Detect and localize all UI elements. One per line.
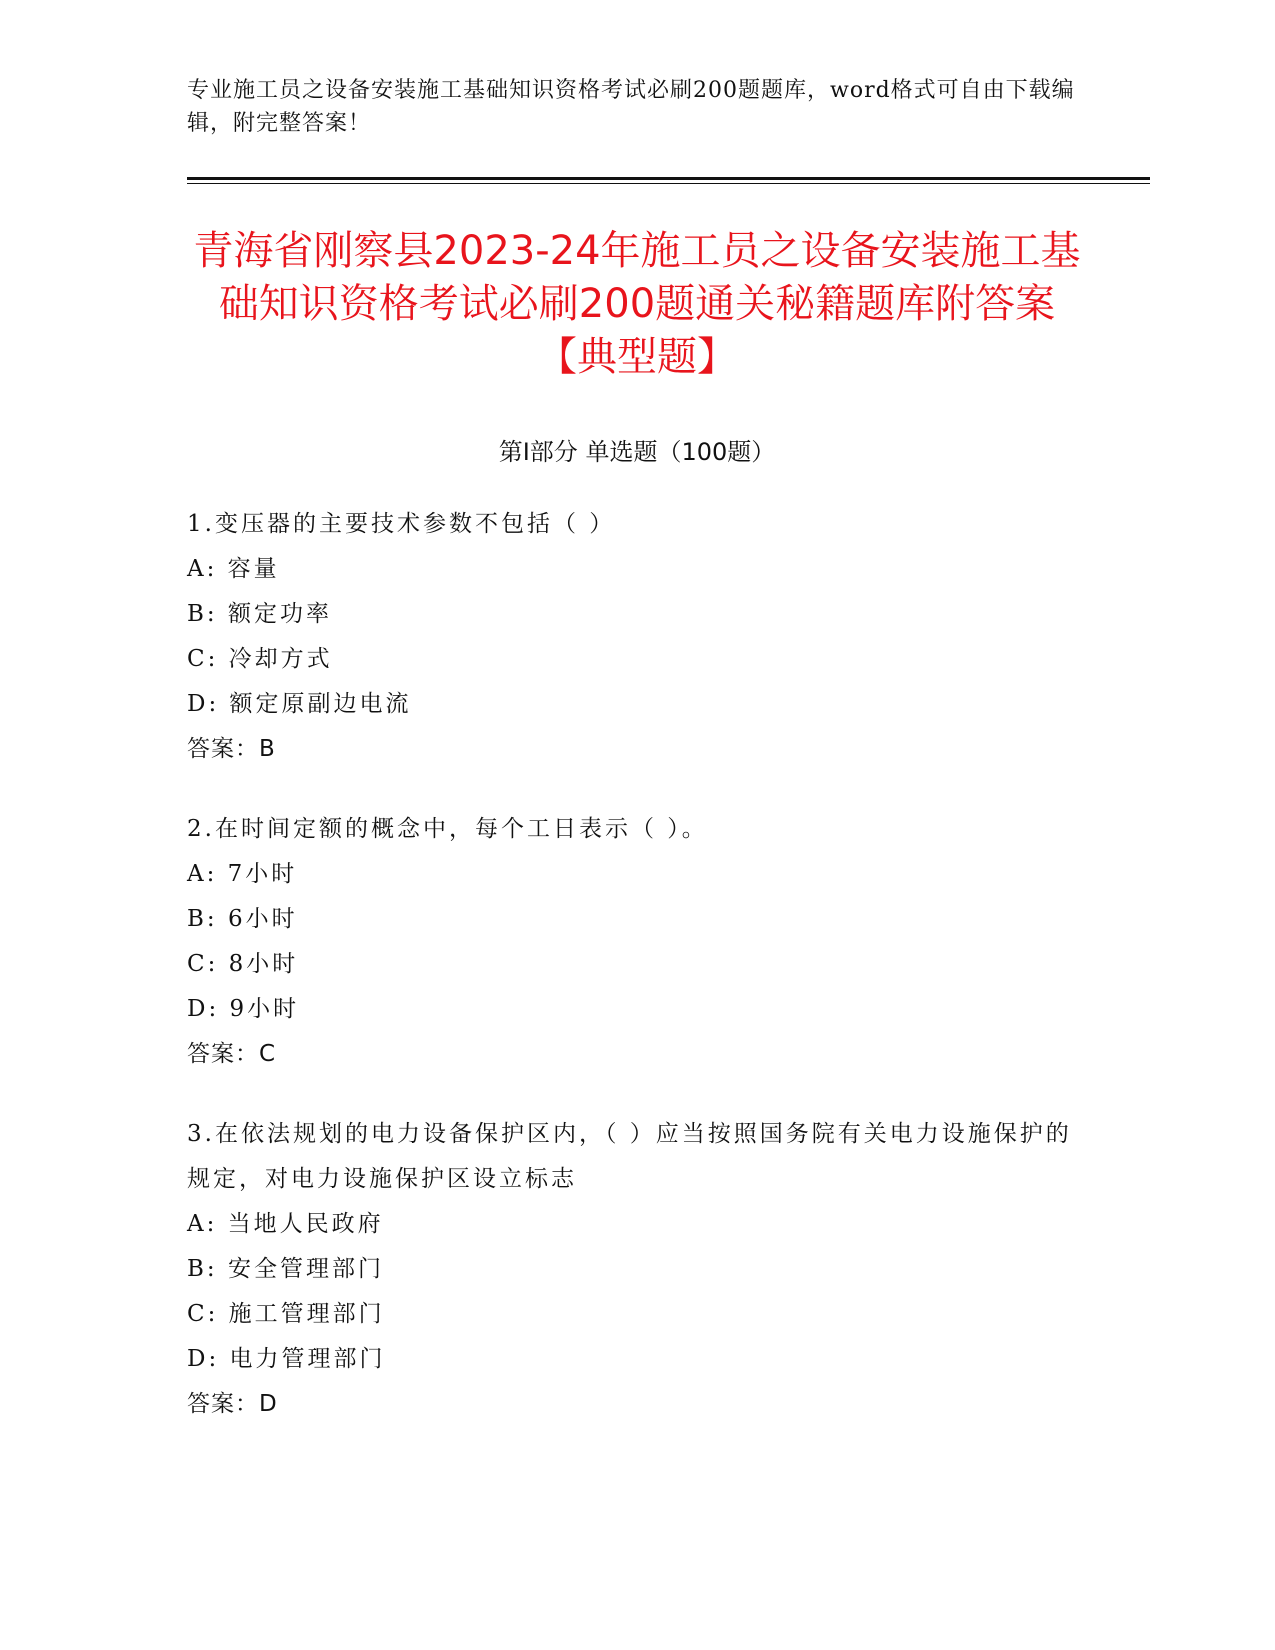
option-a: A: 当地人民政府 xyxy=(187,1211,384,1237)
option-d: D: 额定原副边电流 xyxy=(187,691,412,717)
question-3 xyxy=(187,1112,1087,1427)
option-c: C: 8小时 xyxy=(187,951,299,977)
header-note: 专业施工员之设备安装施工基础知识资格考试必刷200题题库，word格式可自由下载编辑，附完整答案！ xyxy=(187,78,1075,136)
option-d: D: 9小时 xyxy=(187,996,300,1022)
option-b: B: 额定功率 xyxy=(187,601,332,627)
question-stem: 2.在时间定额的概念中，每个工日表示（ ）。 xyxy=(187,816,708,842)
header-rule-thin xyxy=(187,183,1150,184)
document-title: 青海省刚察县2023-24年施工员之设备安装施工基础知识资格考试必刷200题通关秘籍题库附答案【典型题】 xyxy=(193,228,1081,380)
question-stem: 1.变压器的主要技术参数不包括（ ） xyxy=(187,511,616,537)
option-c: C: 冷却方式 xyxy=(187,646,333,672)
question-1 xyxy=(187,502,1087,772)
question-stem: 3.在依法规划的电力设备保护区内，（ ）应当按照国务院有关电力设施保护的规定，对电力设施保护区设立标志 xyxy=(187,1121,1072,1192)
answer: 答案：B xyxy=(187,736,276,762)
option-a: A: 容量 xyxy=(187,556,280,582)
answer: 答案：D xyxy=(187,1391,278,1417)
option-b: B: 安全管理部门 xyxy=(187,1256,384,1282)
question-2 xyxy=(187,807,1087,1077)
option-d: D: 电力管理部门 xyxy=(187,1346,386,1372)
section-heading: 第I部分 单选题（100题） xyxy=(498,438,776,466)
header-rule-thick xyxy=(187,177,1150,180)
option-c: C: 施工管理部门 xyxy=(187,1301,385,1327)
answer: 答案：C xyxy=(187,1041,277,1067)
option-b: B: 6小时 xyxy=(187,906,298,932)
option-a: A: 7小时 xyxy=(187,861,298,887)
